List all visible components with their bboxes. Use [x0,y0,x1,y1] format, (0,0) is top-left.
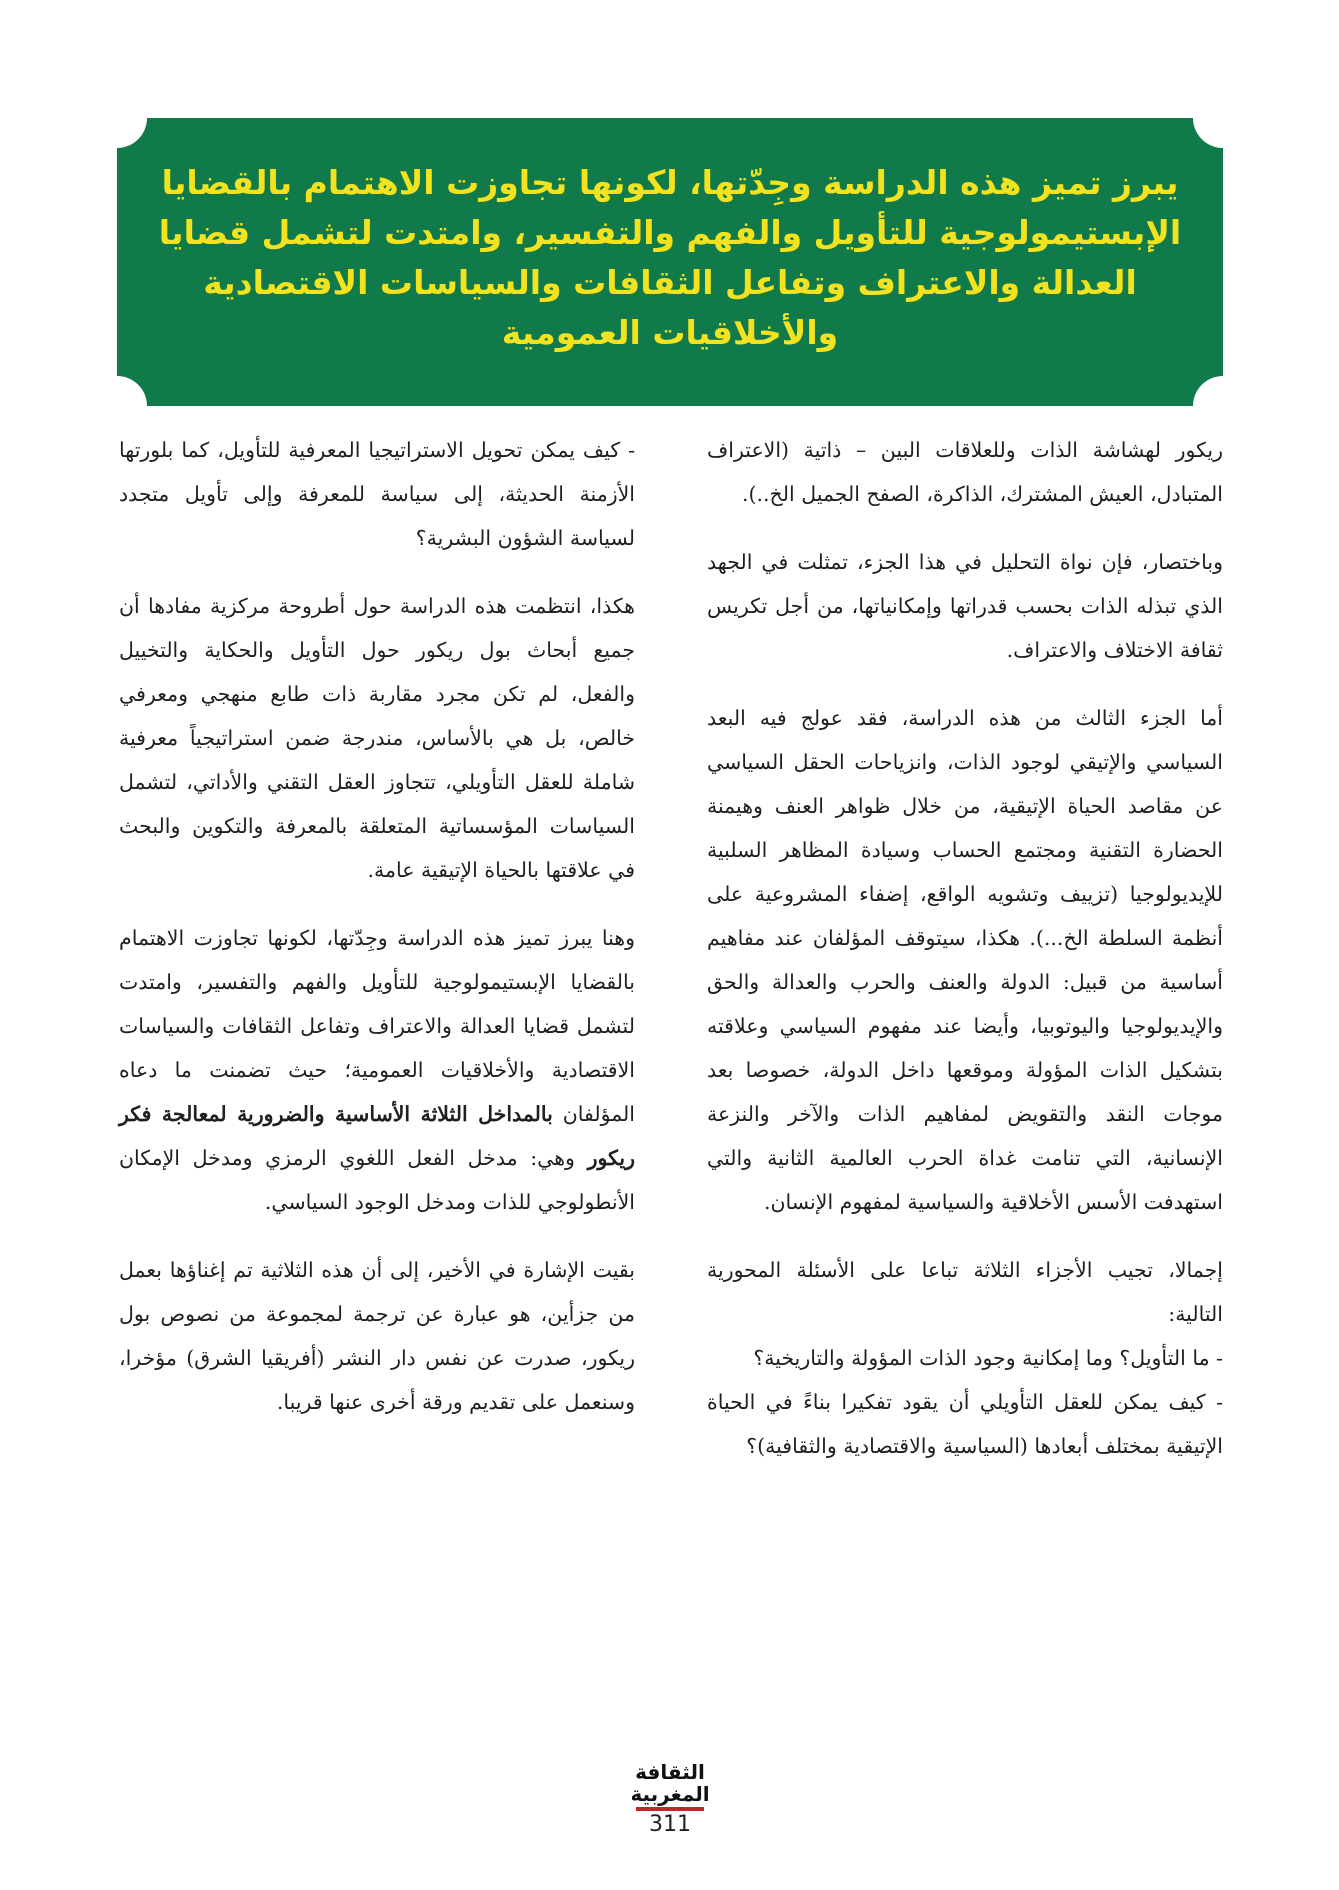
paragraph: هكذا، انتظمت هذه الدراسة حول أطروحة مركزية مفادها أن جميع أبحاث بول ريكور حول التأويل والحكاية والتخييل والفعل، لم تكن مجرد مقاربة ذات طابع منهجي ومعرفي خالص، بل هي بالأساس، مندرجة ضمن استراتيجياً معرفية شاملة للعقل التأويلي، تتجاوز العقل التقني والأداتي، لتشمل السياسات المؤسساتية المتعلقة بالمعرفة والتكوين والبحث في علاقتها بالحياة الإتيقية عامة. [119,594,635,882]
left-column [119,428,635,1448]
paragraph: ريكور لهشاشة الذات وللعلاقات البين – ذاتية (الاعتراف المتبادل، العيش المشترك، الذاكرة، الصفح الجميل الخ..). [707,438,1223,506]
paragraph: أما الجزء الثالث من هذه الدراسة، فقد عولج فيه البعد السياسي والإتيقي لوجود الذات، وانزياحات الحقل السياسي عن مقاصد الحياة الإتيقية، من خلال ظواهر العنف وهيمنة الحضارة التقنية ومجتمع الحساب وسيادة المظاهر السلبية للإيديولوجيا (تزييف وتشويه الواقع، إضفاء المشروعية على أنظمة السلطة الخ...). هكذا، سيتوقف المؤلفان عند مفاهيم أساسية من قبيل: الدولة والعنف والحرب والعدالة والحق والإيديولوجيا واليوتوبيا، وأيضا عند مفهوم السياسي وعلاقته بتشكيل الذات المؤولة وموقعها داخل الدولة، خصوصا بعد موجات النقد والتقويض لمفاهيم الذات والآخر والنزعة الإنسانية، التي تنامت غداة الحرب العالمية الثانية والتي استهدفت الأسس الأخلاقية والسياسية لمفهوم الإنسان. [707,706,1223,1214]
logo-line-1: الثقافة [635,1760,705,1784]
highlight-banner [117,118,1223,406]
paragraph: وباختصار، فإن نواة التحليل في هذا الجزء، تمثلت في الجهد الذي تبذله الذات بحسب قدراتها وإمكانياتها، من أجل تكريس ثقافة الاختلاف والاعتراف. [707,550,1223,662]
logo-line-2: المغربية [632,1782,708,1806]
questions-paragraph [707,1248,1223,1468]
question-item: - كيف يمكن للعقل التأويلي أن يقود تفكيرا بناءً في الحياة الإتيقية بمختلف أبعادها (السياسية والاقتصادية والثقافية)؟ [707,1390,1223,1458]
highlight-quote: يبرز تميز هذه الدراسة وجِدّتها، لكونها تجاوزت الاهتمام بالقضايا الإبستيمولوجية للتأويل والفهم والتفسير، وامتدت لتشمل قضايا العدالة والاعتراف وتفاعل الثقافات والسياسات الاقتصادية والأخلاقيات العمومية [158,163,1182,352]
right-column [707,428,1223,1492]
question-item: - ما التأويل؟ وما إمكانية وجود الذات المؤولة والتاريخية؟ [753,1346,1223,1370]
logo-underline [636,1807,704,1811]
questions-intro: إجمالا، تجيب الأجزاء الثلاثة تباعا على الأسئلة المحورية التالية: [707,1258,1223,1326]
paragraph: بقيت الإشارة في الأخير، إلى أن هذه الثلاثية تم إغناؤها بعمل من جزأين، هو عبارة عن ترجمة لمجموعة من نصوص بول ريكور، صدرت عن نفس دار النشر (أفريقيا الشرق) مؤخرا، وسنعمل على تقديم ورقة أخرى عنها قريبا. [119,1258,635,1414]
bold-emphasis: بالمداخل الثلاثة الأساسية والضرورية لمعالجة فكر ريكور [119,1102,635,1170]
paragraph-text: وهنا يبرز تميز هذه الدراسة وجِدّتها، لكونها تجاوزت الاهتمام بالقضايا الإبستيمولوجية للتأويل والفهم والتفسير، وامتدت لتشمل قضايا العدالة والاعتراف وتفاعل الثقافات والسياسات الاقتصادية والأخلاقيات العمومية؛ حيث تضمنت ما دعاه المؤلفان [119,926,635,1126]
question-item: - كيف يمكن تحويل الاستراتيجيا المعرفية للتأويل، كما بلورتها الأزمنة الحديثة، إلى سياسة للمعرفة وإلى تأويل متجدد لسياسة الشؤون البشرية؟ [119,438,635,550]
magazine-logo [632,1757,708,1811]
logo-mark [632,1757,708,1811]
paragraph [119,916,635,1224]
paragraph-text: وهي: مدخل الفعل اللغوي الرمزي ومدخل الإمكان الأنطولوجي للذات ومدخل الوجود السياسي. [119,1146,635,1214]
page-number: 311 [649,1812,691,1837]
